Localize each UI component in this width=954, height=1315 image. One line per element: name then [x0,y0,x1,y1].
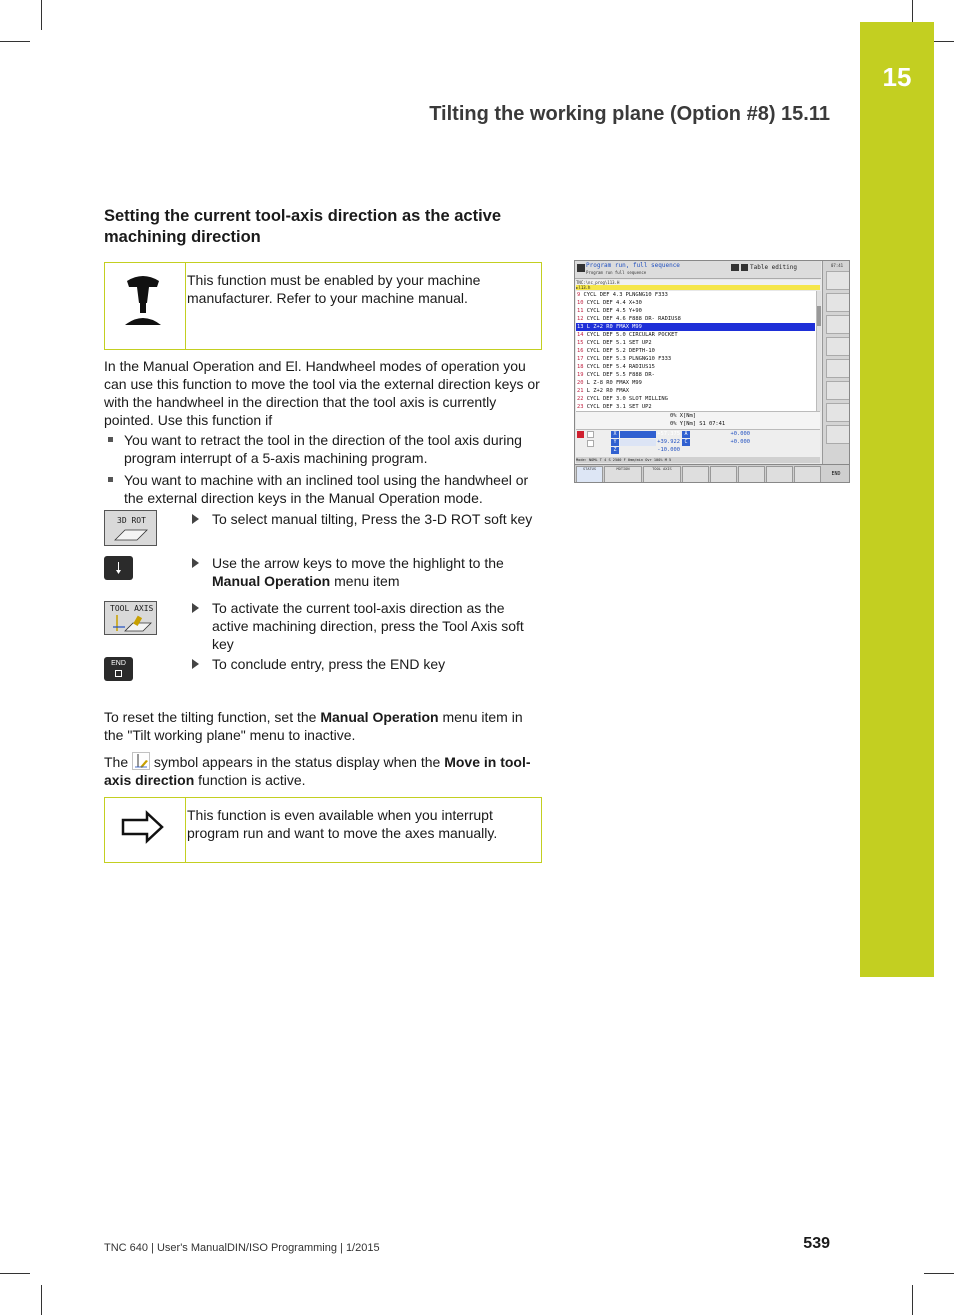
step-text-part: menu item [330,573,400,589]
tnc-line-number: 20 [577,380,584,386]
chapter-number: 15 [882,62,912,92]
tnc-line-text: CYCL DEF 5.5 F888 DR- [583,372,655,378]
tnc-program-line[interactable] [576,323,815,331]
manual-operation-term: Manual Operation [212,573,331,589]
tnc-line-text: CYCL DEF 3.1 SET UP2 [583,404,652,410]
step-activate-tool-axis [192,599,542,653]
reset-text-part: To reset the tilting function, set the [104,709,321,725]
tnc-program-line[interactable] [576,355,815,363]
tnc-program-line[interactable] [576,379,815,387]
program-run-icon [577,264,585,272]
crop-mark [41,0,42,30]
symbol-paragraph [104,752,544,789]
tnc-motion-softkey[interactable] [604,466,642,483]
tnc-line-number: 10 [577,300,584,306]
tnc-program-name-bar: ►l13.h [576,285,820,290]
tnc-line-text: CYCL DEF 5.3 PLNGNG10 F333 [583,356,672,362]
tnc-line-number: 19 [577,372,584,378]
tnc-line-text: CYCL DEF 4.6 F888 DR- RADIUS8 [583,316,681,322]
tnc-axis-value: +0.000 [730,431,750,437]
tnc-side-softkey[interactable] [826,315,850,334]
section-heading: Setting the current tool-axis direction as the active machining direction [104,207,502,246]
tnc-line-text: CYCL DEF 5.1 SET UP2 [583,340,652,346]
tnc-side-softkey[interactable] [826,293,850,312]
tnc-program-line[interactable] [576,387,815,395]
tilted-plane-icon [111,526,151,544]
tnc-program-line[interactable] [576,291,815,299]
tnc-line-text: CYCL DEF 4.3 PLNGNG10 F333 [580,292,668,298]
tnc-program-line[interactable] [576,371,815,379]
tnc-status-line: 0% Y[Nm] S1 07:41 [670,421,726,427]
bullet-text: You want to machine with an inclined tool using the handwheel or the external direction keys in the Manual Operation mode. [124,472,529,506]
tnc-info-bar: Mode: NOML T 4 S 2500 F 0mm/min Ovr 100% M 5 [576,457,820,463]
crop-mark [41,1285,42,1315]
note-divider [185,798,186,862]
tnc-program-line[interactable] [576,299,815,307]
tnc-axis-label: Z [611,447,619,454]
page-header-title: Tilting the working plane (Option #8) 15.11 [429,103,830,125]
step-text: To activate the current tool-axis direction as the active machining direction, press the Tool Axis soft key [212,600,524,652]
tnc-empty-softkey[interactable] [794,466,821,483]
tnc-stop-icon [577,431,584,438]
tnc-axis-label: Y [611,439,619,446]
tnc-mode-subtitle: Program run full sequence [586,270,647,275]
tnc-line-text: CYCL DEF 4.5 Y+90 [583,308,642,314]
tnc-axis-label: A [682,431,690,438]
tool-axis-softkey[interactable] [104,601,157,635]
tnc-clock: 07:41 [831,263,844,268]
step-arrow-icon [192,659,199,669]
softkey-label: 3D ROT [117,516,146,525]
tnc-line-text: L Z-8 R0 FMAX M99 [583,380,642,386]
tnc-line-number: 15 [577,340,584,346]
reset-text-part: menu item in the "Tilt working plane" menu to inactive. [104,709,523,743]
tnc-line-number: 14 [577,332,584,338]
chapter-tab [860,22,934,977]
arrow-down-key[interactable] [104,556,133,580]
page-number: 539 [803,1235,830,1252]
tnc-end-softkey[interactable]: END [831,471,841,477]
tnc-side-softkey[interactable] [826,403,850,422]
step-text [212,554,542,590]
tnc-line-text: CYCL DEF 3.0 SLOT MILLING [583,396,668,402]
tnc-status-line: 0% X[Nm] [670,413,696,419]
tnc-axis-display [576,429,820,458]
tnc-path-bar: TNC:\nc_prog\113.H [576,280,820,285]
step-select-manual-tilting [192,510,542,528]
tnc-program-line[interactable] [576,339,815,347]
step-conclude-entry [192,655,542,673]
tnc-line-number: 13 [577,324,584,330]
symbol-text-part: symbol appears in the status display when the [150,754,445,770]
bullet-square [108,437,113,442]
tnc-axis-label: C [682,439,690,446]
footer-text: TNC 640 | User's ManualDIN/ISO Programming | 1/2015 [104,1242,380,1254]
tnc-line-number: 12 [577,316,584,322]
crop-mark [0,1273,30,1274]
manufacturer-note [104,262,542,350]
tnc-line-text: L Z+2 R0 FMAX [583,388,629,394]
tnc-program-line[interactable] [576,347,815,355]
tnc-empty-softkey[interactable] [682,466,709,483]
tnc-program-line[interactable] [576,315,815,323]
tnc-line-number: 22 [577,396,584,402]
tnc-screen-screenshot [574,260,850,483]
tnc-status-area [576,411,820,430]
tnc-line-number: 17 [577,356,584,362]
tnc-axis-label: X [611,431,619,438]
step-text: To select manual tilting, Press the 3-D ROT soft key [212,511,533,527]
tnc-line-text: CYCL DEF 4.4 X+30 [583,300,642,306]
tnc-program-listing [576,291,820,411]
end-key[interactable] [104,657,133,681]
machine-manufacturer-icon [121,273,165,329]
reset-paragraph [104,708,544,744]
step-arrow-icon [192,603,199,613]
tnc-line-text: CYCL DEF 5.2 DEPTH-10 [583,348,655,354]
end-key-label: END [111,660,126,667]
tnc-program-line[interactable] [576,395,815,403]
tnc-horizontal-softkeys [575,464,850,483]
tnc-line-text: L Z+2 R0 FMAX M99 [583,324,642,330]
step-text: To conclude entry, press the END key [212,656,446,672]
tnc-line-text: CYCL DEF 5.4 RADIUS15 [583,364,655,370]
crop-mark [912,1285,913,1315]
tnc-line-number: 16 [577,348,584,354]
crop-mark [0,41,30,42]
step-text-part: Use the arrow keys to move the highlight to the [212,555,504,571]
step-arrow-icon [192,514,199,524]
manufacturer-note-text: This function must be enabled by your machine manufacturer. Refer to your machine manual. [187,272,481,306]
tnc-line-number: 21 [577,388,584,394]
tnc-editing-label: Table editing [750,264,797,271]
tnc-side-softkey[interactable] [826,271,850,290]
tnc-axis-value: +0.000 [730,439,750,445]
end-key-square-icon [115,670,122,677]
symbol-text-part: The [104,754,133,770]
arrow-down-icon [115,561,122,575]
manual-operation-term: Manual Operation [320,709,439,725]
tnc-line-number: 11 [577,308,584,314]
tnc-mode-bar [575,261,821,279]
crop-mark [924,1273,954,1274]
tnc-empty-softkey[interactable] [766,466,793,483]
tnc-side-softkey[interactable] [826,381,850,400]
tnc-status-softkey[interactable] [576,466,603,483]
3d-rot-softkey[interactable] [104,510,157,546]
tnc-axis-value: +39.922 [657,439,680,445]
tnc-line-number: 9 [577,292,581,298]
tnc-scrollbar[interactable] [816,291,821,411]
tnc-empty-softkey[interactable] [710,466,737,483]
step-move-highlight [192,554,542,590]
tnc-program-line[interactable] [576,403,815,411]
tool-axis-status-icon [132,752,150,770]
tip-note [104,797,542,863]
tnc-line-number: 18 [577,364,584,370]
arrow-right-icon [121,810,165,844]
intro-paragraph: In the Manual Operation and El. Handwheel modes of operation you can use this function to move the tool via the external direction keys or with the handwheel in the direction that the tool axis is currently pointed. Use this function if [104,358,540,428]
tnc-axis-value: -10.000 [657,447,680,453]
tip-note-text: This function is even available when you interrupt program run and want to move the axes manually. [187,807,498,841]
tnc-side-softkey[interactable] [826,359,850,378]
bullet-text: You want to retract the tool in the direction of the tool axis during program interrupt of a 5-axis machining program. [124,432,522,466]
tnc-tool-axis-softkey[interactable] [643,466,681,483]
softkey-label: MOTION [616,467,630,471]
bullet-item [104,471,544,507]
tool-axis-icon [111,613,155,635]
tnc-program-line[interactable] [576,331,815,339]
symbol-text-part: function is active. [194,772,306,788]
note-divider [185,263,186,349]
softkey-label: TOOL AXIS [652,467,672,471]
tnc-side-softkey[interactable] [826,337,850,356]
tnc-tool-icon [587,431,594,438]
tnc-empty-softkey[interactable] [738,466,765,483]
tnc-program-line[interactable] [576,363,815,371]
dnc-icon [731,264,739,271]
step-arrow-icon [192,558,199,568]
tnc-program-line[interactable] [576,307,815,315]
tnc-line-text: CYCL DEF 5.0 CIRCULAR POCKET [583,332,678,338]
bullet-item [104,431,544,467]
tnc-line-number: 23 [577,404,584,410]
tnc-tool-icon [587,440,594,447]
bullet-square [108,477,113,482]
tnc-axis-value: +57.375 [657,431,680,437]
tnc-mode-title: Program run, full sequence [586,262,680,269]
softkey-label: TOOL AXIS [110,604,154,613]
tnc-scroll-thumb[interactable] [817,306,821,326]
softkey-label: STATUS [583,467,596,471]
move-in-tool-axis-term: Move in tool-axis direction [104,754,531,788]
tnc-side-softkey[interactable] [826,425,850,444]
table-editing-icon [741,264,748,271]
